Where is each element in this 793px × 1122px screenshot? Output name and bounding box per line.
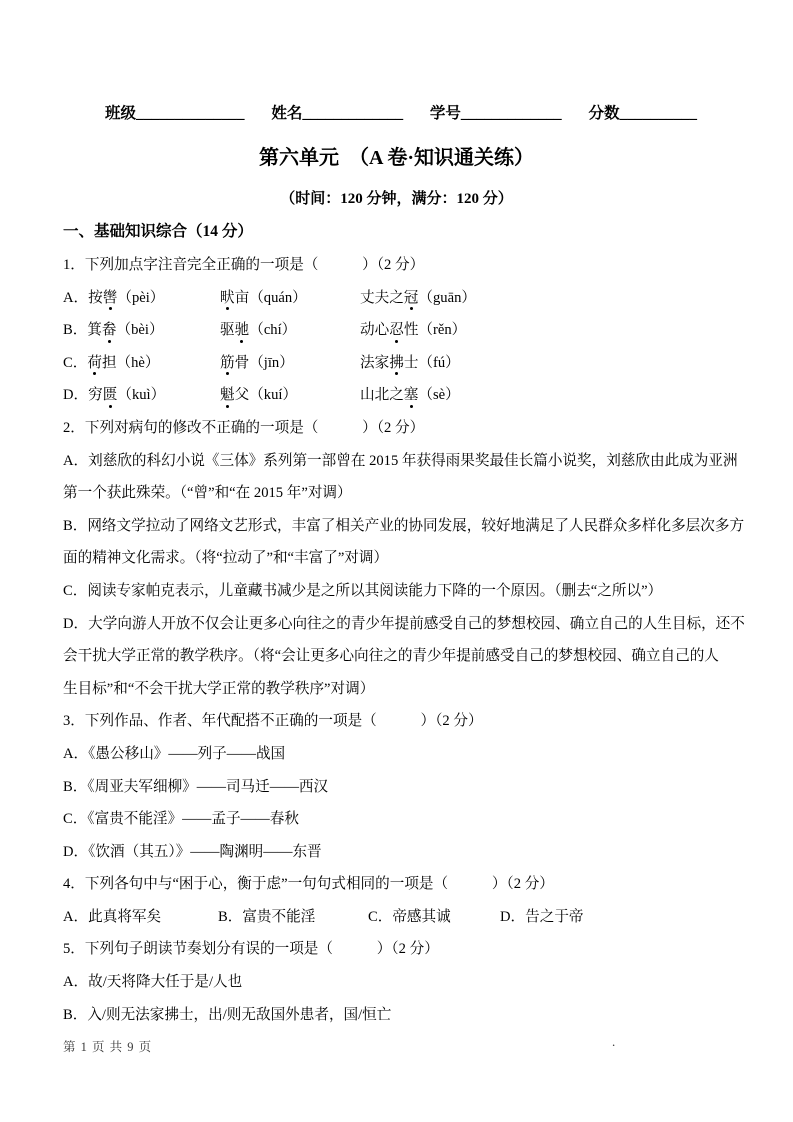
text-segment: 法家 bbox=[360, 354, 390, 371]
question-3-option-a bbox=[63, 738, 741, 771]
page-number: 第 1 页 共 9 页 bbox=[63, 1040, 153, 1054]
question-1-option-c bbox=[63, 347, 741, 380]
text-segment: 骨（jīn） bbox=[234, 354, 294, 371]
field-blank-line: __________ bbox=[619, 105, 697, 122]
emphasis-dot-char: 驰 bbox=[235, 314, 250, 347]
field-label: 分数 bbox=[588, 105, 620, 122]
text-segment: 面的精神文化需求。（将“拉动了”和“丰富了”对调） bbox=[63, 550, 389, 567]
question-4-options bbox=[63, 901, 741, 934]
text-segment: 3．下列作品、作者、年代配搭不正确的一项是（ ）（2 分） bbox=[63, 713, 483, 730]
text-segment: （sè） bbox=[418, 387, 460, 404]
question-2-option-a-line2 bbox=[63, 477, 741, 510]
text-segment: C．《富贵不能淫》——孟子——春秋 bbox=[63, 811, 299, 828]
question-5-stem bbox=[63, 933, 741, 966]
text-segment: （kuì） bbox=[117, 387, 166, 404]
text-segment: D．穷 bbox=[63, 387, 103, 404]
option-column bbox=[360, 347, 460, 380]
question-1-option-a bbox=[63, 282, 741, 315]
option-column bbox=[368, 901, 500, 934]
text-segment: 丈夫之 bbox=[360, 289, 404, 306]
question-3-stem bbox=[63, 705, 741, 738]
text-segment: A．按 bbox=[63, 289, 103, 306]
option-column bbox=[63, 314, 220, 347]
text-segment: C．帝感其诚 bbox=[368, 908, 451, 925]
text-segment: B．富贵不能淫 bbox=[218, 908, 316, 925]
option-column bbox=[63, 347, 220, 380]
option-column bbox=[63, 379, 220, 412]
option-column bbox=[63, 901, 218, 934]
question-1-stem bbox=[63, 249, 741, 282]
text-segment: 4．下列各句中与“困于心，衡于虑”一句句式相同的一项是（ ）（2 分） bbox=[63, 876, 554, 893]
text-segment: C． bbox=[63, 354, 88, 371]
question-3-option-d bbox=[63, 836, 741, 869]
text-segment: D．大学向游人开放不仅会让更多心向往之的青少年提前感受自己的梦想校园、确立自己的人生目标，还不 bbox=[63, 615, 745, 632]
option-column bbox=[218, 901, 368, 934]
question-2-option-c bbox=[63, 575, 741, 608]
text-segment: 父（kuí） bbox=[234, 387, 298, 404]
question-5-option-b bbox=[63, 999, 741, 1032]
exam-time-score-info: （时间：120 分钟，满分：120 分） bbox=[280, 191, 513, 207]
option-column bbox=[220, 314, 360, 347]
option-column bbox=[220, 379, 360, 412]
emphasis-dot-char: 畚 bbox=[102, 314, 117, 347]
text-segment: （pèi） bbox=[117, 289, 165, 306]
question-5-option-a bbox=[63, 966, 741, 999]
question-2-option-d-line1 bbox=[63, 608, 745, 641]
question-4-stem bbox=[63, 868, 741, 901]
question-2-option-b-line2 bbox=[63, 542, 741, 575]
field-label: 学号 bbox=[429, 105, 461, 122]
text-segment: A．刘慈欣的科幻小说《三体》系列第一部曾在 2015 年获得雨果奖最佳长篇小说奖，刘慈欣由此成为亚洲 bbox=[63, 452, 738, 469]
question-3-option-b bbox=[63, 771, 741, 804]
emphasis-dot-char: 冠 bbox=[404, 282, 419, 315]
header-field-name bbox=[271, 101, 403, 123]
text-segment: 会干扰大学正常的教学秩序。（将“会让更多心向往之的青少年提前感受自己的梦想校园、确立自己的人 bbox=[63, 648, 719, 665]
text-segment: A．此真将军矣 bbox=[63, 908, 162, 925]
question-2-stem bbox=[63, 412, 741, 445]
question-2-option-d-line3 bbox=[63, 673, 741, 706]
text-segment: （bèi） bbox=[116, 322, 164, 339]
field-label: 班级 bbox=[105, 105, 137, 122]
question-1-option-d bbox=[63, 379, 741, 412]
text-segment: B．入/则无法家拂士，出/则无敌国外患者，国/恒亡 bbox=[63, 1006, 392, 1023]
emphasis-dot-char: 塞 bbox=[404, 379, 419, 412]
text-segment: 1．下列加点字注音完全正确的一项是（ ）（2 分） bbox=[63, 257, 425, 273]
emphasis-dot-char: 筋 bbox=[220, 347, 235, 380]
text-segment: D．告之于帝 bbox=[500, 908, 584, 925]
question-body bbox=[63, 249, 745, 1031]
text-segment: 生目标”和“不会干扰大学正常的教学秩序”对调） bbox=[63, 680, 375, 697]
header-fields bbox=[105, 101, 697, 123]
emphasis-dot-char: 匮 bbox=[103, 379, 118, 412]
text-segment: 2．下列对病句的修改不正确的一项是（ ）（2 分） bbox=[63, 419, 425, 436]
text-segment: 亩（quán） bbox=[234, 289, 307, 306]
question-2-option-b-line1 bbox=[63, 510, 745, 543]
text-segment: 山北之 bbox=[360, 387, 404, 404]
text-segment: 士（fú） bbox=[403, 354, 460, 371]
text-segment: C．阅读专家帕克表示，儿童藏书减少是之所以其阅读能力下降的一个原因。（删去“之所以”） bbox=[63, 582, 663, 599]
text-segment: B．《周亚夫军细柳》——司马迁——西汉 bbox=[63, 778, 329, 795]
text-segment: B．网络文学拉动了网络文艺形式，丰富了相关产业的协同发展，较好地满足了人民群众多样化多层次多方 bbox=[63, 517, 745, 534]
header-field-number bbox=[430, 101, 562, 123]
text-segment: 驱 bbox=[220, 322, 235, 339]
question-2-option-d-line2 bbox=[63, 640, 741, 673]
text-segment: （chí） bbox=[249, 322, 297, 339]
option-column bbox=[500, 901, 584, 934]
text-segment: 5．下列句子朗读节奏划分有误的一项是（ ）（2 分） bbox=[63, 941, 439, 958]
stray-dot: . bbox=[612, 1034, 616, 1049]
option-column bbox=[360, 379, 460, 412]
section-heading: 一、基础知识综合（14 分） bbox=[63, 223, 253, 240]
text-segment: 第一个获此殊荣。（“曾”和“在 2015 年”对调） bbox=[63, 485, 352, 502]
option-column bbox=[360, 282, 476, 315]
question-1-option-b bbox=[63, 314, 741, 347]
text-segment: 担（hè） bbox=[101, 354, 160, 371]
emphasis-dot-char: 辔 bbox=[103, 282, 118, 315]
text-segment: 动心 bbox=[360, 322, 390, 339]
text-segment: A．《愚公移山》——列子——战国 bbox=[63, 745, 286, 762]
text-segment: （guān） bbox=[418, 289, 476, 306]
emphasis-dot-char: 拂 bbox=[389, 347, 404, 380]
field-blank-line: _____________ bbox=[302, 105, 404, 122]
option-column bbox=[63, 282, 220, 315]
field-label: 姓名 bbox=[271, 105, 303, 122]
emphasis-dot-char: 畎 bbox=[220, 282, 235, 315]
option-column bbox=[220, 347, 360, 380]
page-title: 第六单元 （A 卷·知识通关练） bbox=[258, 147, 534, 169]
emphasis-dot-char: 魁 bbox=[220, 379, 235, 412]
header-field-class bbox=[105, 101, 245, 123]
text-segment: A．故/天将降大任于是/人也 bbox=[63, 974, 243, 991]
option-column bbox=[360, 314, 466, 347]
header-field-score bbox=[588, 101, 697, 123]
question-3-option-c bbox=[63, 803, 741, 836]
field-blank-line: _____________ bbox=[460, 105, 562, 122]
field-blank-line: ______________ bbox=[136, 105, 245, 122]
text-segment: 性（rěn） bbox=[403, 322, 467, 339]
text-segment: D．《饮酒（其五）》——陶渊明——东晋 bbox=[63, 843, 322, 860]
text-segment: B．箕 bbox=[63, 322, 102, 339]
option-column bbox=[220, 282, 360, 315]
emphasis-dot-char: 忍 bbox=[389, 314, 404, 347]
question-2-option-a-line1 bbox=[63, 445, 741, 478]
emphasis-dot-char: 荷 bbox=[87, 347, 102, 380]
